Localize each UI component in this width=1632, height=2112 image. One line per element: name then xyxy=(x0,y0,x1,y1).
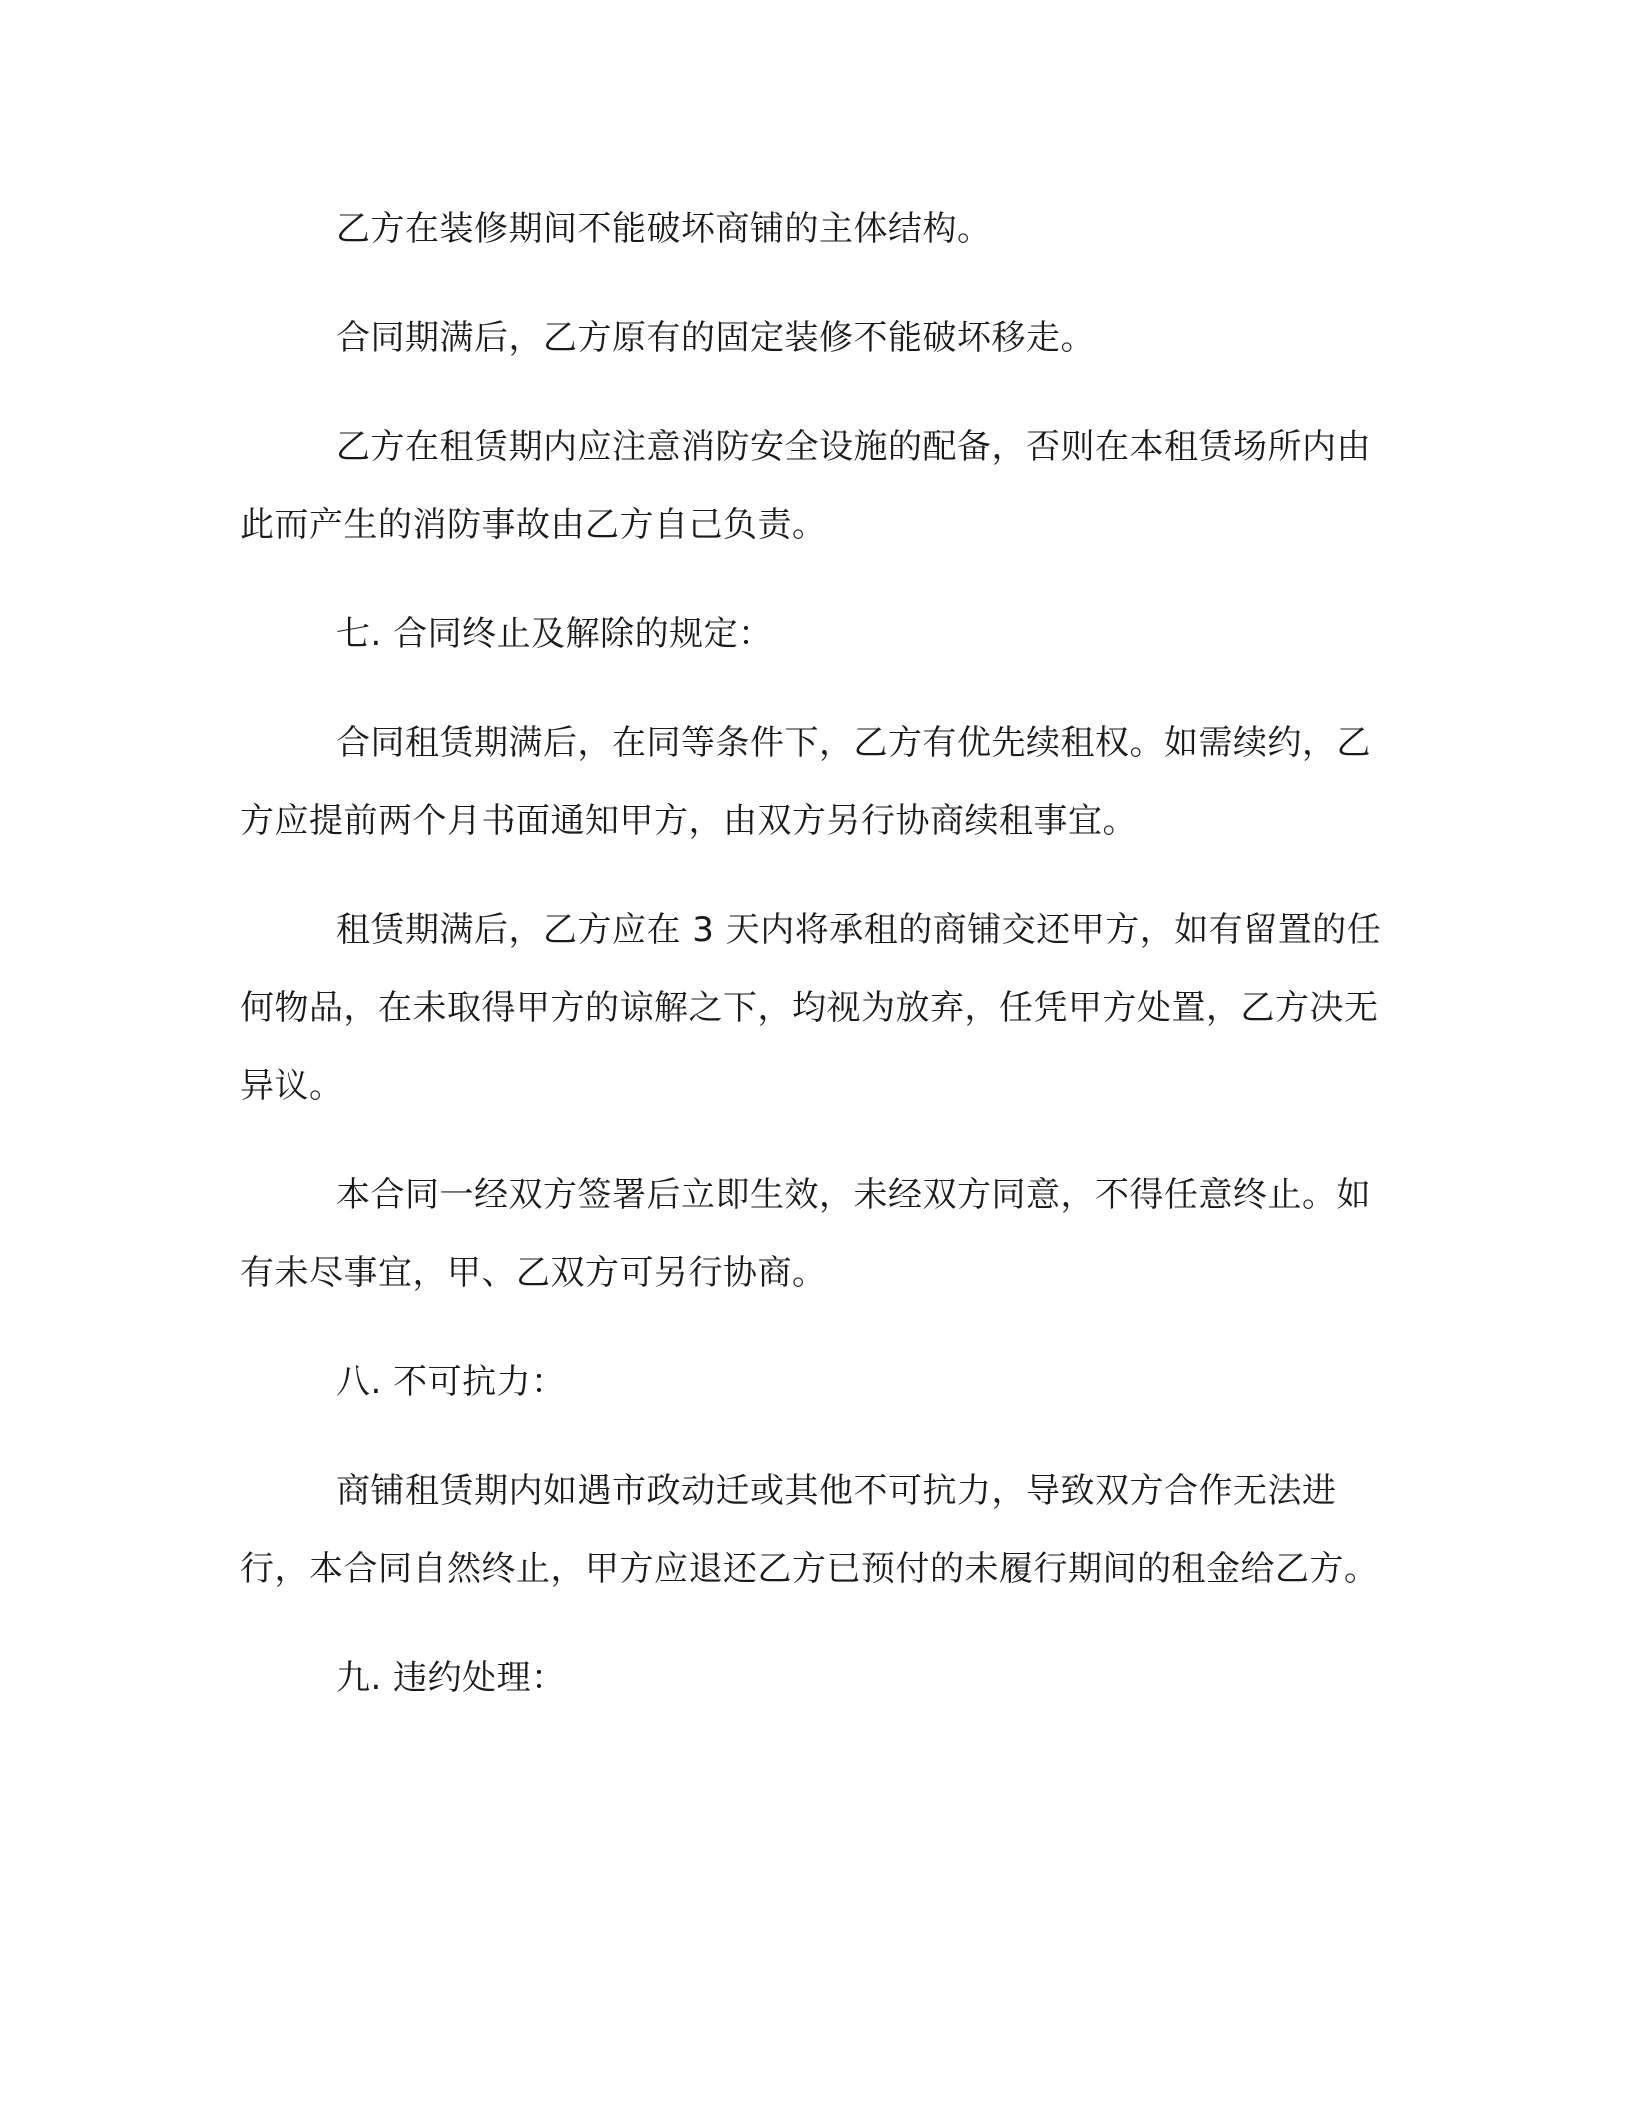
paragraph-effective: 本合同一经双方签署后立即生效，未经双方同意，不得任意终止。如有未尽事宜，甲、乙双方可另行协商。 xyxy=(240,1175,1371,1293)
paragraph-fire-safety: 乙方在租赁期内应注意消防安全设施的配备，否则在本租赁场所内由此而产生的消防事故由乙方自己负责。 xyxy=(240,427,1371,545)
section-heading-breach: 九. 违约处理： xyxy=(336,1658,566,1698)
section-heading-force-majeure: 八. 不可抗力： xyxy=(336,1362,566,1402)
paragraph-return-premises: 租赁期满后，乙方应在 3 天内将承租的商铺交还甲方，如有留置的任何物品，在未取得甲方的谅解之下，均视为放弃，任凭甲方处置，乙方决无异议。 xyxy=(240,910,1382,1106)
document-body xyxy=(240,190,1400,1748)
paragraph-force-majeure: 商铺租赁期内如遇市政动迁或其他不可抗力，导致双方合作无法进行，本合同自然终止，甲方应退还乙方已预付的未履行期间的租金给乙方。 xyxy=(240,1471,1379,1589)
section-heading-termination: 七. 合同终止及解除的规定： xyxy=(336,614,773,654)
paragraph-fixed-decoration: 合同期满后，乙方原有的固定装修不能破坏移走。 xyxy=(336,318,1095,358)
paragraph-decoration-structure: 乙方在装修期间不能破坏商铺的主体结构。 xyxy=(336,209,992,249)
paragraph-renewal: 合同租赁期满后，在同等条件下，乙方有优先续租权。如需续约，乙方应提前两个月书面通知甲方，由双方另行协商续租事宜。 xyxy=(240,723,1371,841)
